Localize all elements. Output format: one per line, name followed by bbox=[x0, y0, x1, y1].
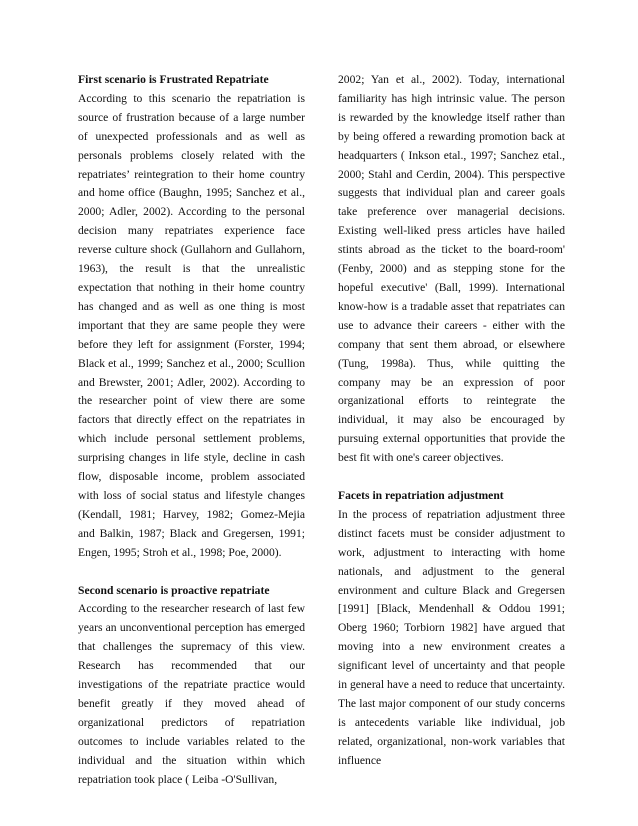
left-column bbox=[78, 71, 305, 790]
paragraph-gap bbox=[338, 468, 565, 487]
body-paragraph: According to this scenario the repatriation is source of frustration because of a large number of unexpected professionals and as well as personals problems closely related with the repatriates’ reintegration to their home country and home office (Baughn, 1995; Sanchez et al., 2000; Adler, 2002). According to the personal decision many repatriates experience face reverse culture shock (Gullahorn and Gullahorn, 1963), the result is that the unrealistic expectation that nothing in their home country has changed and as well as one thing is most important that they are same people they were before they left for assignment (Forster, 1994; Black et al., 1999; Sanchez et al., 2000; Scullion and Brewster, 2001; Adler, 2002). According to the researcher point of view there are some factors that directly effect on the repatriates in which include personal settlement problems, surprising changes in life style, decline in cash flow, disposable income, problem associated with loss of social status and lifestyle changes (Kendall, 1981; Harvey, 1982; Gomez-Mejia and Balkin, 1987; Black and Gregersen, 1991; Engen, 1995; Stroh et al., 1998; Poe, 2000). bbox=[78, 91, 305, 559]
section-heading-proactive-repatriate: Second scenario is proactive repatriate bbox=[78, 583, 270, 597]
section-heading-facets: Facets in repatriation adjustment bbox=[338, 489, 504, 503]
paragraph-gap bbox=[78, 563, 305, 582]
right-column bbox=[338, 71, 565, 771]
body-paragraph: In the process of repatriation adjustment three distinct facets must be consider adjustment to work, adjustment to interacting with home nationals, and adjustment to the general environment and culture Black and Gregersen [1991] [Black, Mendenhall & Oddou 1991; Oberg 1960; Torbiorn 1982] have argued that moving into a new environment creates a significant level of uncertainty and that people in general have a need to reduce that uncertainty. The last major component of our study concerns is antecedents variable like individual, job related, organizational, non-work variables that influence bbox=[338, 507, 565, 767]
body-paragraph: According to the researcher research of last few years an unconventional perception has emerged that challenges the supremacy of this view. Research has recommended that our investigations of the repatriate practice would benefit greatly if they moved ahead of organizational predictors of repatriation outcomes to include variables related to the individual and the situation within which repatriation took place ( Leiba -O'Sullivan, bbox=[78, 602, 305, 786]
body-paragraph: 2002; Yan et al., 2002). Today, international familiarity has high intrinsic value. The person is rewarded by the knowledge itself rather than by being offered a rewarding promotion back at headquarters ( Inkson etal., 1997; Sanchez etal., 2000; Stahl and Cerdin, 2004). This perspective suggests that individual plan and career goals take preference over managerial decisions. Existing well-liked press articles have hailed stints abroad as the ticket to the board-room' (Fenby, 2000) and as stepping stone for the hopeful executive' (Ball, 1999). International know-how is a tradable asset that repatriates can use to advance their careers - either with the company that sent them abroad, or elsewhere (Tung, 1998a). Thus, while quitting the company may be an expression of poor organizational efforts to reintegrate the individual, it may also be encouraged by pursuing external opportunities that provide the best fit with one's career objectives. bbox=[338, 73, 565, 465]
section-heading-frustrated-repatriate: First scenario is Frustrated Repatriate bbox=[78, 73, 269, 86]
